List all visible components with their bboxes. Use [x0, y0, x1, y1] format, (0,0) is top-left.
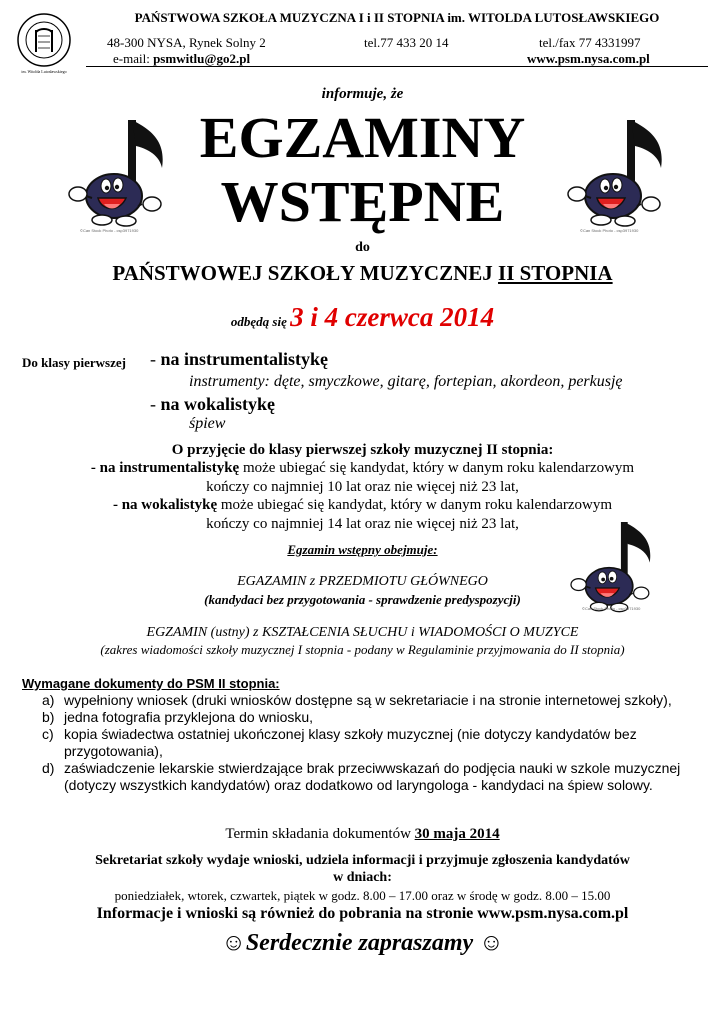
email-label: e-mail:	[113, 51, 154, 66]
track-vocal-label: na wokalistykę	[160, 394, 276, 414]
deadline-line	[0, 826, 725, 843]
track-dash: -	[150, 394, 156, 414]
document-marker: a)	[42, 692, 55, 708]
school-email-line	[113, 51, 250, 67]
smiley-icon: ☺	[221, 930, 246, 956]
subtitle	[0, 261, 725, 286]
admission-heading: O przyjęcie do klasy pierwszej szkoły muzycznej II stopnia:	[171, 442, 554, 458]
track-instrumental-label: na instrumentalistykę	[160, 349, 329, 369]
note-copyright-right: ©Can Stock Photo - csp3971930	[580, 228, 639, 233]
secretariat-days-label: w dniach:	[333, 870, 392, 885]
document-text: kopia świadectwa ostatniej ukończonej klasy szkoły muzycznej (nie dotyczy kandydatów bez przygotowania),	[64, 726, 637, 759]
document-item	[22, 709, 702, 726]
closing-line	[0, 930, 725, 957]
document-text: zaświadczenie lekarskie stwierdzające brak przeciwwskazań do podjęcia nauki w szkole muzycznej (dotyczy wszystkich kandydatów) oraz dodatkowo od laryngologa - kandydaci na śpiew solowy.	[64, 760, 681, 793]
deadline-label: Termin składania dokumentów	[225, 826, 415, 842]
intro-text: informuje, że	[321, 86, 404, 102]
document-item	[22, 692, 702, 709]
school-name: PAŃSTWOWA SZKOŁA MUZYCZNA I i II STOPNIA im. WITOLDA LUTOSŁAWSKIEGO	[134, 10, 660, 25]
classes-label: Do klasy pierwszej	[22, 355, 126, 370]
music-note-left-icon	[56, 112, 186, 232]
school-address: 48-300 NYSA, Rynek Solny 2	[107, 35, 266, 50]
admission-vocal-lead: - na wokalistykę	[112, 497, 218, 513]
subtitle-stage: II STOPNIA	[498, 261, 613, 285]
email-link[interactable]: psmwitlu@go2.pl	[153, 51, 251, 66]
exam-item-ear-training: EGZAMIN (ustny) z KSZTAŁCENIA SŁUCHU i WIADOMOŚCI O MUZYCE	[146, 625, 579, 640]
exam-heading: Egzamin wstępny obejmuje:	[287, 542, 438, 557]
admission-instrumental	[0, 460, 725, 477]
document-item	[22, 760, 702, 794]
title-do: do	[355, 240, 370, 255]
documents-heading: Wymagane dokumenty do PSM II stopnia:	[22, 676, 280, 691]
track-vocal	[150, 394, 275, 415]
document-text: wypełniony wniosek (druki wniosków dostępne są w sekretariacie i na stronie internetowej szkoły),	[64, 692, 672, 708]
track-vocal-detail: śpiew	[189, 415, 226, 432]
track-dash: -	[150, 349, 156, 369]
date-prefix: odbędą się	[230, 314, 291, 329]
school-phone: tel.77 433 20 14	[364, 35, 449, 50]
note-copyright-exam: ©Can Stock Photo - csp3971930	[582, 606, 641, 611]
track-instrumental-detail: instrumenty: dęte, smyczkowe, gitarę, fortepian, akordeon, perkusję	[189, 373, 623, 390]
download-info: Informacje i wnioski są również do pobrania na stronie www.psm.nysa.com.pl	[96, 905, 629, 922]
closing-text: Serdecznie zapraszamy	[245, 930, 474, 956]
date-line	[0, 302, 725, 333]
header-divider	[86, 66, 708, 67]
music-note-right-icon	[555, 112, 685, 232]
admission-instrumental-lead: - na instrumentalistykę	[90, 460, 240, 476]
exam-item-main: EGAZAMIN z PRZEDMIOTU GŁÓWNEGO	[237, 574, 488, 589]
documents-list	[22, 692, 702, 794]
document-marker: c)	[42, 726, 54, 742]
document-text: jedna fotografia przyklejona do wniosku,	[64, 709, 314, 725]
document-marker: d)	[42, 760, 55, 776]
track-instrumental	[150, 349, 328, 370]
smiley-icon: ☺	[479, 930, 504, 956]
title-line-1: EGZAMINY	[199, 105, 526, 170]
secretariat-line: Sekretariat szkoły wydaje wnioski, udziela informacji i przyjmuje zgłoszenia kandydatów	[95, 853, 630, 868]
document-marker: b)	[42, 709, 55, 725]
document-item	[22, 726, 702, 760]
school-fax: tel./fax 77 4331997	[539, 35, 641, 50]
secretariat-hours: poniedziałek, wtorek, czwartek, piątek w godz. 8.00 – 17.00 oraz w środę w godz. 8.00 – 15.00	[114, 888, 611, 903]
title-line-2: WSTĘPNE	[220, 169, 505, 234]
subtitle-main: PAŃSTWOWEJ SZKOŁY MUZYCZNEJ	[112, 261, 499, 285]
svg-text:im. Witolda Lutosławskiego: im. Witolda Lutosławskiego	[21, 69, 67, 74]
note-copyright-left: ©Can Stock Photo - csp3971930	[80, 228, 139, 233]
admission-instrumental-text: może ubiegać się kandydat, który w danym roku kalendarzowym	[239, 460, 635, 476]
admission-instrumental-age: kończy co najmniej 10 lat oraz nie więcej niż 23 lat,	[206, 479, 519, 495]
website-link[interactable]: www.psm.nysa.com.pl	[527, 51, 650, 66]
admission-vocal-age: kończy co najmniej 14 lat oraz nie więcej niż 23 lat,	[206, 516, 519, 532]
exam-date: 3 i 4 czerwca 2014	[290, 302, 495, 332]
admission-vocal	[0, 497, 725, 514]
exam-item-ear-training-note: (zakres wiadomości szkoły muzycznej I stopnia - podany w Regulaminie przyjmowania do II stopnia)	[100, 642, 625, 657]
school-logo	[10, 10, 82, 76]
deadline-date: 30 maja 2014	[414, 826, 500, 842]
exam-item-main-note: (kandydaci bez przygotowania - sprawdzenie predyspozycji)	[204, 592, 521, 607]
admission-vocal-text: może ubiegać się kandydat, który w danym roku kalendarzowym	[217, 497, 613, 513]
